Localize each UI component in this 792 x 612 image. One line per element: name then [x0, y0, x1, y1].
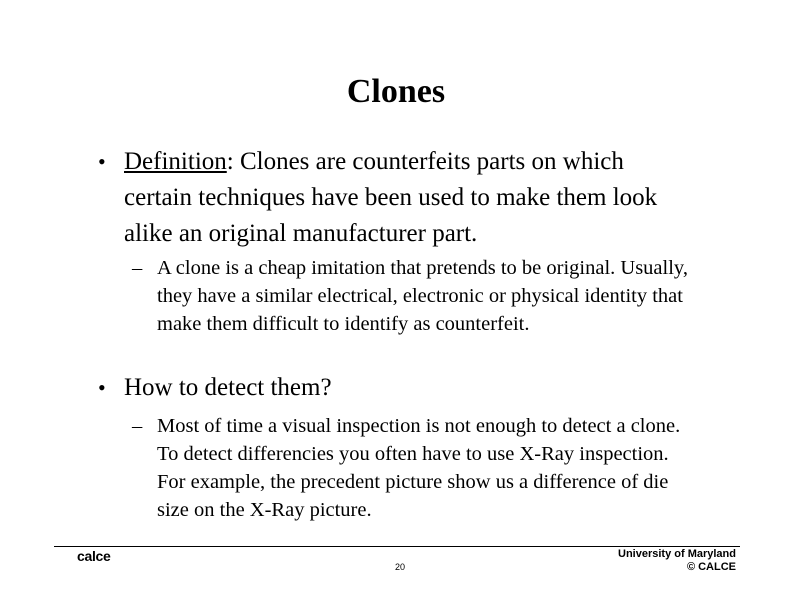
- page-number: 20: [394, 562, 405, 572]
- university-name: University of Maryland: [618, 548, 736, 560]
- sub-bullet-text: Most of time a visual inspection is not enough to detect a clone. To detect differencies you often have to use X-Ray inspection. For example, the precedent picture show us a difference of die size on the X-Ray picture.: [157, 415, 681, 521]
- calce-logo: calce: [77, 548, 111, 564]
- bullet-definition: [98, 144, 694, 252]
- bullet-how-to-detect: [98, 370, 694, 406]
- bullet-marker: •: [98, 149, 106, 174]
- footer-divider: [54, 546, 740, 547]
- bullet-marker: •: [98, 375, 106, 400]
- definition-term: Definition: [124, 148, 227, 175]
- slide-title: Clones: [346, 73, 446, 110]
- sub-bullet-text: A clone is a cheap imitation that pretends to be original. Usually, they have a similar electrical, electronic or physical identity that make them difficult to identify as counterfeit.: [157, 257, 688, 335]
- sub-bullet-detection-method: [132, 412, 697, 524]
- sub-bullet-marker: –: [132, 415, 143, 437]
- sub-bullet-marker: –: [132, 257, 143, 279]
- definition-text: : Clones are counterfeits parts on which certain techniques have been used to make them look alike an original manufacturer part.: [124, 148, 658, 247]
- copyright-notice: © CALCE: [686, 561, 736, 573]
- sub-bullet-clone-description: [132, 254, 707, 338]
- bullet-text: How to detect them?: [124, 374, 332, 401]
- footer-affiliation: [618, 548, 736, 574]
